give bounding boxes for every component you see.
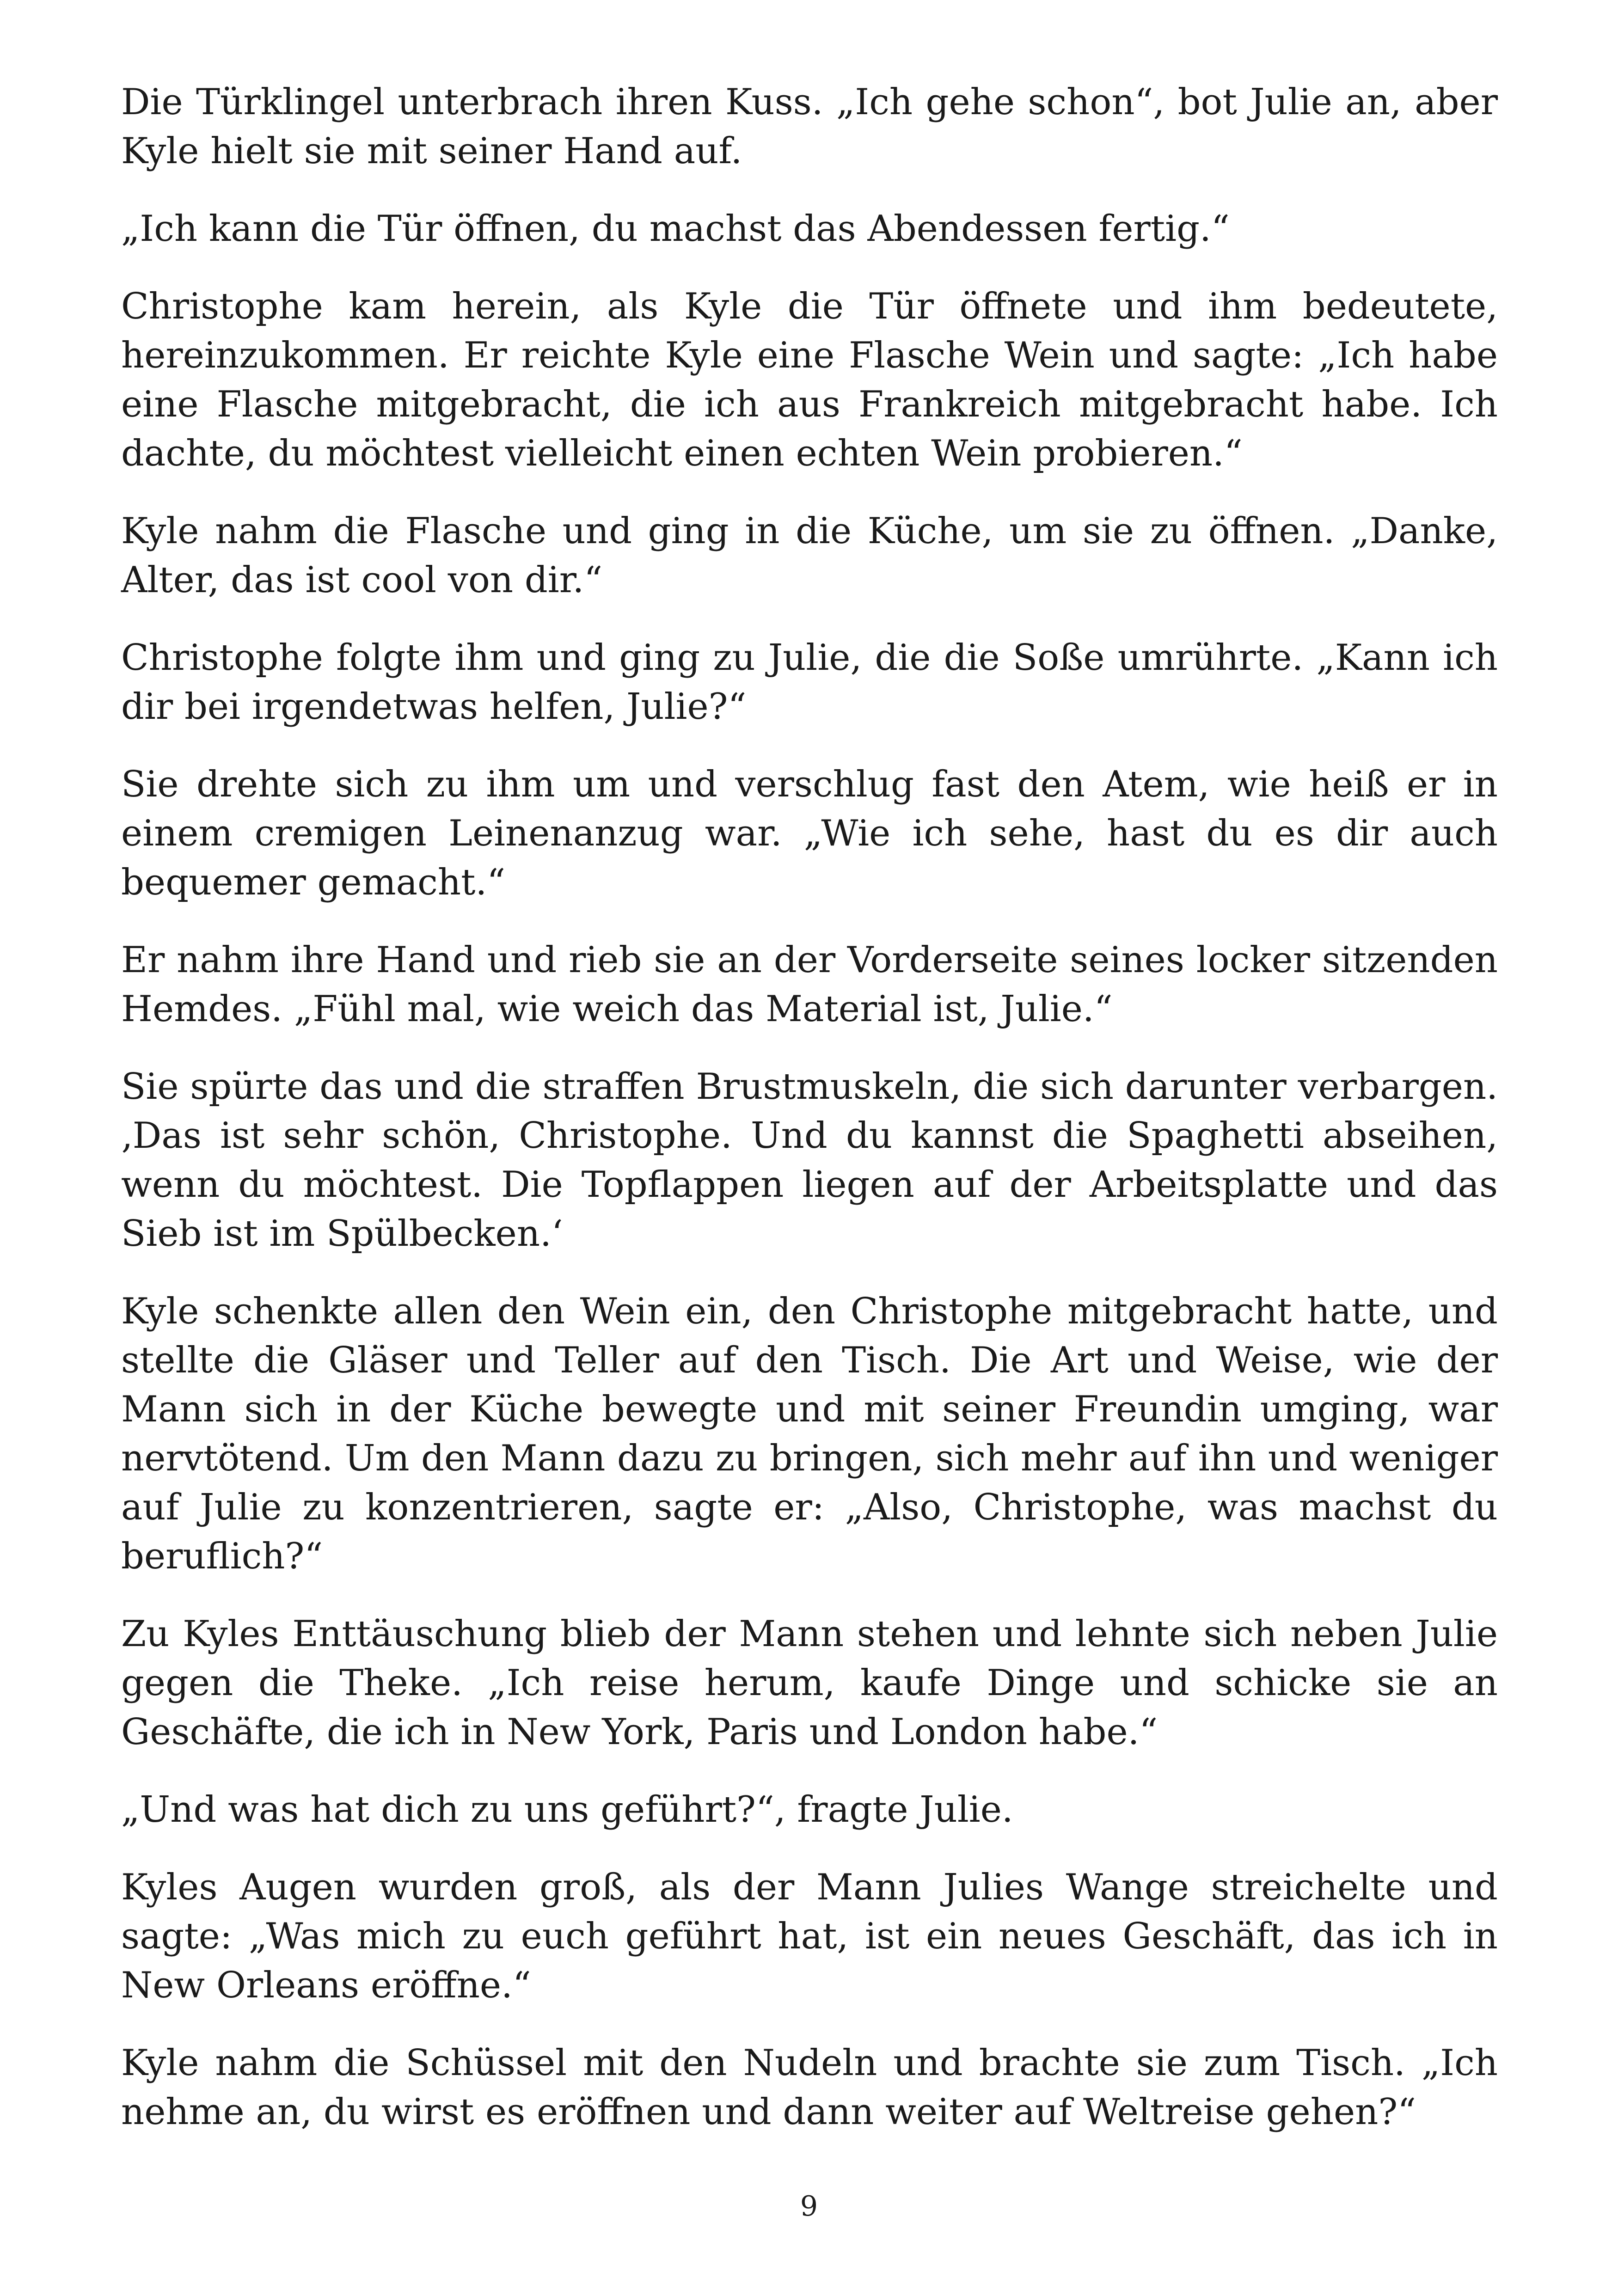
paragraph: Kyles Augen wurden groß, als der Mann Julies Wange streichelte und sagte: „Was mich zu euch geführt hat, ist ein neues Geschäft, das ich in New Orleans eröffne.“ [121, 1867, 1498, 2006]
paragraph: Zu Kyles Enttäuschung blieb der Mann stehen und lehnte sich neben Julie gegen die Theke. „Ich reise herum, kaufe Dinge und schicke sie an Geschäfte, die ich in New York, Paris und London habe.“ [121, 1613, 1498, 1753]
paragraph: Kyle schenkte allen den Wein ein, den Christophe mitgebracht hatte, und stellte die Gläser und Teller auf den Tisch. Die Art und Weise, wie der Mann sich in der Küche bewegte und mit seiner Freundin umging, war nervtötend. Um den Mann dazu zu bringen, sich mehr auf ihn und weniger auf Julie zu konzentrieren, sagte er: „Also, Christophe, was machst du beruflich?“ [121, 1291, 1498, 1577]
paragraph: „Und was hat dich zu uns geführt?“, fragte Julie. [121, 1789, 1013, 1831]
paragraph: Christophe kam herein, als Kyle die Tür öffnete und ihm bedeutete, hereinzukommen. Er reichte Kyle eine Flasche Wein und sagte: „Ich habe eine Flasche mitgebracht, die ich aus Frankreich mitgebracht habe. Ich dachte, du möchtest vielleicht einen echten Wein probieren.“ [121, 286, 1498, 474]
body-text [121, 78, 1498, 2165]
paragraph: Die Türklingel unterbrach ihren Kuss. „Ich gehe schon“, bot Julie an, aber Kyle hielt sie mit seiner Hand auf. [121, 81, 1498, 172]
paragraph: Sie drehte sich zu ihm um und verschlug fast den Atem, wie heiß er in einem cremigen Leinenanzug war. „Wie ich sehe, hast du es dir auch bequemer gemacht.“ [121, 764, 1498, 903]
paragraph: Sie spürte das und die straffen Brustmuskeln, die sich darunter verbargen. ‚Das ist sehr schön, Christophe. Und du kannst die Spaghetti abseihen, wenn du möchtest. Die Topflappen liegen auf der Arbeitsplatte und das Sieb ist im Spülbecken.‘ [121, 1066, 1498, 1255]
paragraph: Kyle nahm die Schüssel mit den Nudeln und brachte sie zum Tisch. „Ich nehme an, du wirst es eröffnen und dann weiter auf Weltreise gehen?“ [121, 2042, 1498, 2133]
paragraph: Kyle nahm die Flasche und ging in die Küche, um sie zu öffnen. „Danke, Alter, das ist cool von dir.“ [121, 510, 1498, 601]
page-number: 9 [800, 2190, 818, 2223]
paragraph: Christophe folgte ihm und ging zu Julie, die die Soße umrührte. „Kann ich dir bei irgendetwas helfen, Julie?“ [121, 637, 1498, 728]
paragraph: „Ich kann die Tür öffnen, du machst das Abendessen fertig.“ [121, 208, 1230, 250]
paragraph: Er nahm ihre Hand und rieb sie an der Vorderseite seines locker sitzenden Hemdes. „Fühl mal, wie weich das Material ist, Julie.“ [121, 939, 1498, 1030]
